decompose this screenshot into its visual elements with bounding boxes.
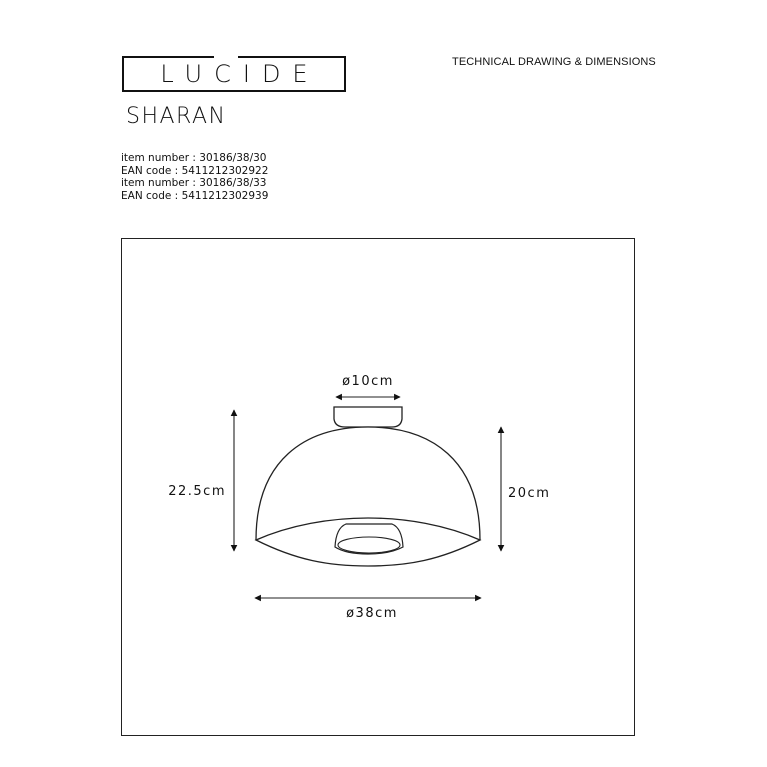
brand-logo: LUCIDE — [160, 60, 320, 88]
meta-row: EAN code : 5411212302939 — [121, 189, 269, 202]
meta-value: 5411212302939 — [181, 189, 269, 202]
meta-label: EAN code — [121, 164, 172, 177]
meta-label: EAN code — [121, 189, 172, 202]
meta-value: 5411212302922 — [181, 164, 269, 177]
meta-label: item number — [121, 177, 190, 189]
meta-label: item number — [121, 152, 190, 164]
meta-value: 30186/38/33 — [199, 177, 267, 189]
total-height-label: 22.5cm — [168, 484, 226, 499]
shade-diameter-label: ø38cm — [346, 606, 398, 621]
meta-row: item number : 30186/38/33 — [121, 177, 267, 189]
meta-value: 30186/38/30 — [199, 152, 267, 164]
meta-row: item number : 30186/38/30 — [121, 152, 267, 164]
lamp-canopy — [334, 407, 402, 427]
meta-row: EAN code : 5411212302922 — [121, 164, 269, 177]
document-title: TECHNICAL DRAWING & DIMENSIONS — [452, 56, 656, 68]
canopy-diameter-label: ø10cm — [342, 374, 394, 389]
product-name: SHARAN — [126, 104, 227, 129]
shade-height-label: 20cm — [508, 486, 551, 501]
